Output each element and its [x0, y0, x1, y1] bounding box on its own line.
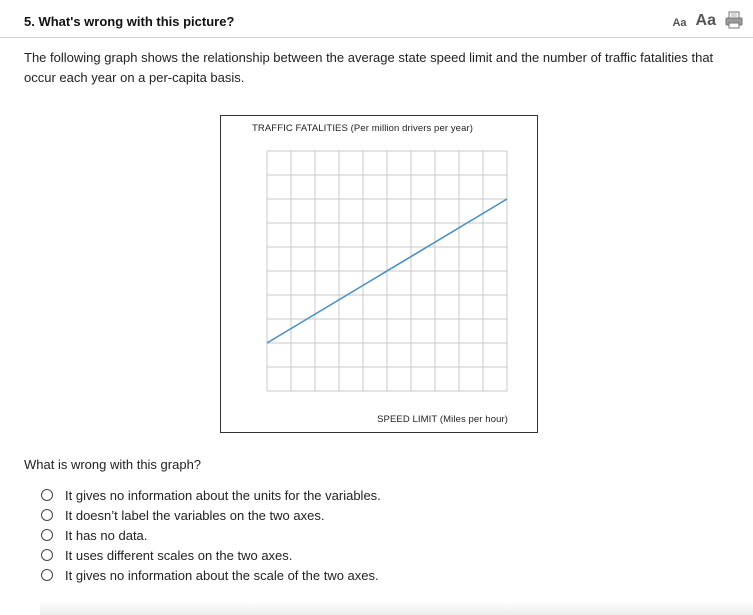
decrease-font-button[interactable]: Aa: [672, 17, 687, 29]
radio-button[interactable]: [41, 529, 53, 541]
radio-button[interactable]: [41, 509, 53, 521]
bottom-shadow: [40, 601, 753, 615]
answer-option-label: It gives no information about the units for the variables.: [65, 487, 381, 503]
line-chart: [221, 116, 537, 432]
answer-option-label: It gives no information about the scale of the two axes.: [65, 567, 379, 583]
answer-option[interactable]: [41, 545, 381, 565]
answer-option[interactable]: [41, 565, 381, 585]
answer-option[interactable]: [41, 525, 381, 545]
radio-button[interactable]: [41, 569, 53, 581]
question-intro: The following graph shows the relationship between the average state speed limit and the number of traffic fatalities that occur each year on a per-capita basis.: [24, 50, 714, 85]
graph-panel: [220, 115, 538, 433]
answer-option-label: It doesn’t label the variables on the two axes.: [65, 507, 325, 523]
font-size-toolbar: [672, 11, 743, 29]
answer-option-label: It has no data.: [65, 527, 148, 543]
x-axis-title: SPEED LIMIT (Miles per hour): [377, 414, 508, 425]
y-axis-title: TRAFFIC FATALITIES (Per million drivers per year): [252, 123, 473, 134]
header-divider: [0, 37, 753, 38]
question-prompt: What is wrong with this graph?: [24, 457, 202, 472]
radio-button[interactable]: [41, 549, 53, 561]
question-title: 5. What's wrong with this picture?: [24, 14, 235, 29]
answer-option[interactable]: [41, 505, 381, 525]
answer-options: [41, 485, 381, 585]
answer-option[interactable]: [41, 485, 381, 505]
print-icon[interactable]: [725, 11, 743, 29]
answer-option-label: It uses different scales on the two axes.: [65, 547, 293, 563]
radio-button[interactable]: [41, 489, 53, 501]
increase-font-button[interactable]: Aa: [695, 12, 716, 29]
